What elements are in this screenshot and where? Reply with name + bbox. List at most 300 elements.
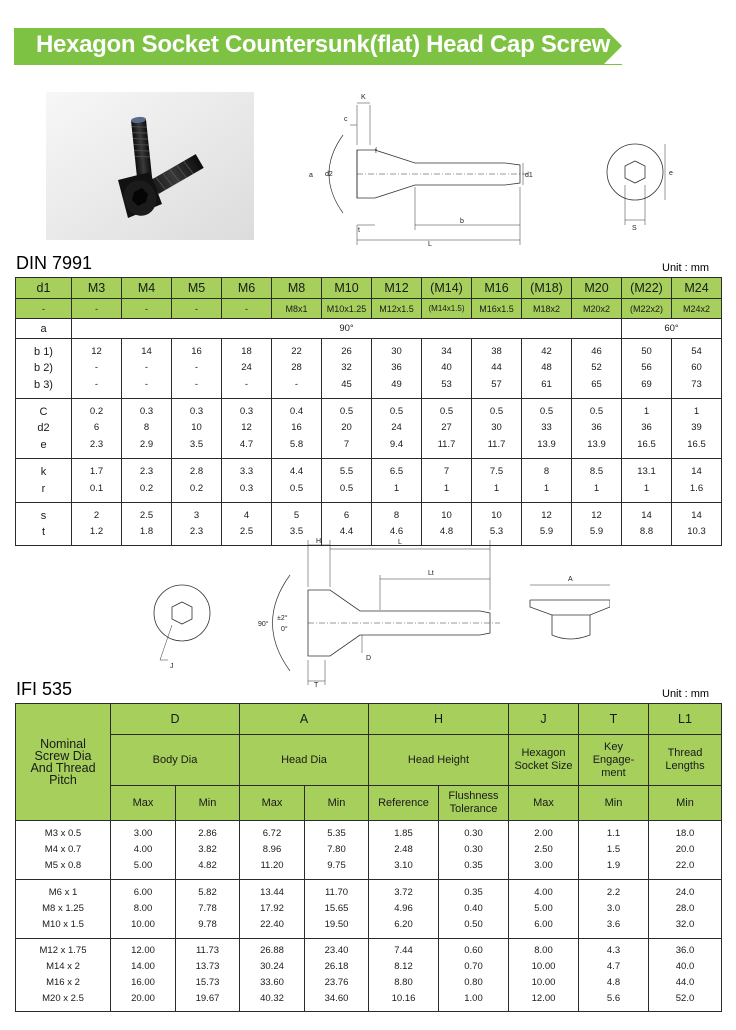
din-value-cell-value: 12 <box>541 509 552 521</box>
din-unit-label: Unit : mm <box>662 262 710 274</box>
din-value-cell-value: 1 <box>393 482 400 494</box>
ifi-value-cell-value: 23.40 <box>324 945 349 956</box>
din-value-cell <box>72 339 122 399</box>
din-value-cell-value: 48 <box>541 362 552 374</box>
svg-text:H: H <box>316 538 322 545</box>
ifi-letter-j: J <box>509 704 579 735</box>
din-angle-60: 60° <box>622 319 722 339</box>
din-value-cell-value: 11.7 <box>487 438 506 450</box>
din-row-label <box>16 459 72 503</box>
svg-text:A: A <box>568 576 573 583</box>
ifi-value-cell-value: 4.8 <box>606 977 621 988</box>
ifi-value-cell-value: 19.50 <box>324 919 349 930</box>
ifi-value-cell-value: 4.96 <box>394 903 413 914</box>
ifi-value-cell-value: 6.00 <box>534 919 553 930</box>
din-value-cell-value: 33 <box>541 422 552 434</box>
din-value-cell-value: 12 <box>591 509 602 521</box>
ifi-value-cell-value: 10.00 <box>131 919 155 930</box>
din-value-cell-value: 10 <box>441 509 452 521</box>
din-size-cell: (M14) <box>422 278 472 299</box>
din-value-cell-value: 50 <box>641 345 652 357</box>
ifi-sub-cell: Reference <box>369 786 439 821</box>
ifi-standard-label: IFI 535 <box>16 679 73 699</box>
din-value-cell <box>372 339 422 399</box>
ifi-letter-h: H <box>369 704 509 735</box>
din-size-cell: M5 <box>172 278 222 299</box>
ifi-value-cell <box>369 880 439 939</box>
svg-text:f: f <box>375 148 377 155</box>
ifi-value-cell-value: 6.72 <box>262 828 282 839</box>
svg-text:Lt: Lt <box>428 570 434 577</box>
svg-text:e: e <box>669 170 673 177</box>
ifi-value-cell-value: 44.0 <box>675 977 695 988</box>
ifi-value-cell-value: 19.67 <box>195 993 220 1004</box>
din-value-cell <box>672 503 722 546</box>
din-b-rows <box>16 339 722 399</box>
ifi-value-cell-value: 12.00 <box>131 945 155 956</box>
ifi-value-cell-value: 9.75 <box>327 860 346 871</box>
ifi-nominal-cell-value: M12 x 1.75 <box>39 945 87 956</box>
din-value-cell-value: 10 <box>191 422 202 434</box>
din-value-cell-value: 8 <box>143 422 150 434</box>
din-value-cell <box>622 399 672 459</box>
din-pitch-cell: M12x1.5 <box>372 299 422 319</box>
ifi-value-cell <box>649 939 722 1012</box>
din-value-cell-value: 13.1 <box>637 466 656 477</box>
din-value-cell-value: 0.2 <box>189 482 204 494</box>
ifi-value-cell-value: 13.44 <box>260 887 284 898</box>
din-value-cell <box>122 459 172 503</box>
ifi-value-cell-value: 40.32 <box>260 993 284 1004</box>
din-value-cell <box>272 459 322 503</box>
din-value-cell-value: 1 <box>443 482 450 494</box>
din-value-cell <box>622 459 672 503</box>
ifi-value-cell-value: 2.48 <box>394 844 413 855</box>
ifi-value-cell <box>240 880 305 939</box>
ifi-value-cell-value: 52.0 <box>675 993 695 1004</box>
din-value-cell-value: 10.3 <box>687 526 706 537</box>
ifi-value-cell <box>240 939 305 1012</box>
din-value-cell-value: 49 <box>391 378 402 390</box>
din-value-cell <box>322 339 372 399</box>
ifi-value-cell-value: 1.1 <box>606 828 621 839</box>
ifi-value-cell-value: 3.0 <box>606 903 621 914</box>
ifi-value-cell-value: 14.00 <box>131 961 155 972</box>
din-7991-table <box>15 277 722 546</box>
ifi-nominal-cell-value: M8 x 1.25 <box>42 903 84 914</box>
ifi-value-cell-value: 36.0 <box>675 945 695 956</box>
ifi-nominal-cell <box>16 880 111 939</box>
din-value-cell-value: 9.4 <box>389 438 404 450</box>
din-value-cell <box>422 459 472 503</box>
din-row-label-value: t <box>41 526 46 538</box>
din-value-cell <box>322 459 372 503</box>
ifi-value-cell-value: 4.3 <box>606 945 621 956</box>
din-size-cell: M16 <box>472 278 522 299</box>
din-value-cell-value: 52 <box>591 362 602 374</box>
ifi-value-cell-value: 2.50 <box>534 844 553 855</box>
din-pitch-label: - <box>16 299 72 319</box>
din-value-cell-value: - <box>244 378 249 390</box>
din-value-cell-value: 0.2 <box>139 482 154 494</box>
din-value-cell-value: 10 <box>491 509 502 521</box>
ifi-value-cell-value: 0.80 <box>464 977 483 988</box>
din-pitch-row <box>16 299 722 319</box>
din-value-cell-value: 8 <box>393 509 400 521</box>
din-value-cell <box>572 459 622 503</box>
ifi-unit-label: Unit : mm <box>662 688 710 700</box>
din-value-cell-value: 42 <box>541 345 552 357</box>
ifi-value-cell-value: 32.0 <box>675 919 695 930</box>
din-value-cell-value: 13.9 <box>537 438 556 450</box>
svg-text:T: T <box>314 682 319 689</box>
ifi-nominal-header: Nominal Screw Dia And Thread Pitch <box>16 704 111 821</box>
ifi-letter-d: D <box>111 704 240 735</box>
din-value-cell <box>672 459 722 503</box>
ifi-value-cell-value: 28.0 <box>675 903 695 914</box>
din-pitch-cell: M24x2 <box>672 299 722 319</box>
ifi-value-cell <box>369 821 439 880</box>
page-title: Hexagon Socket Countersunk(flat) Head Cap Screw <box>36 31 611 58</box>
ifi-value-cell-value: 34.60 <box>324 993 349 1004</box>
ifi-nominal-cell-value: M16 x 2 <box>46 977 80 988</box>
ifi-value-cell-value: 13.73 <box>195 961 220 972</box>
ifi-value-cell-value: 7.44 <box>394 945 413 956</box>
din-row-label-value: C <box>39 405 48 418</box>
din-value-cell <box>372 399 422 459</box>
svg-text:S: S <box>632 225 637 232</box>
ifi-value-cell-value: 11.20 <box>260 860 284 871</box>
ifi-value-cell-value: 11.73 <box>195 945 220 956</box>
din-value-cell-value: 36 <box>641 422 652 434</box>
din-size-cell: M12 <box>372 278 422 299</box>
ifi-value-cell-value: 3.00 <box>133 828 153 839</box>
ifi-nominal-cell-value: M10 x 1.5 <box>42 919 84 930</box>
din-value-cell-value: 54 <box>691 345 702 357</box>
din-value-cell <box>372 459 422 503</box>
svg-text:90°: 90° <box>258 621 269 628</box>
svg-text:D: D <box>366 655 372 662</box>
ifi-name-head-dia: Head Dia <box>240 735 369 786</box>
din-pitch-cell: - <box>222 299 272 319</box>
din-value-cell-value: 2.5 <box>139 509 154 521</box>
din-pitch-cell: (M22x2) <box>622 299 672 319</box>
din-size-cell: M20 <box>572 278 622 299</box>
din-value-cell <box>422 399 472 459</box>
ifi-value-cell-value: 10.00 <box>531 977 556 988</box>
ifi-value-cell <box>305 880 369 939</box>
ifi-value-cell-value: 12.00 <box>531 993 556 1004</box>
ifi-value-cell-value: 22.40 <box>260 919 284 930</box>
din-value-cell-value: 0.5 <box>589 405 604 417</box>
din-value-cell-value: 40 <box>441 362 452 374</box>
din-value-cell <box>472 339 522 399</box>
din-value-cell-value: 1.8 <box>139 526 154 537</box>
din-pitch-cell: M16x1.5 <box>472 299 522 319</box>
ifi-value-cell <box>176 939 240 1012</box>
din-size-cell: M10 <box>322 278 372 299</box>
din-value-cell <box>122 339 172 399</box>
din-value-cell-value: 28 <box>291 362 302 374</box>
ifi-sub-cell: Flushness Tolerance <box>439 786 509 821</box>
din-value-cell-value: 14 <box>141 345 152 357</box>
din-value-cell-value: 7.5 <box>489 466 504 477</box>
din-value-cell-value: 1 <box>543 482 550 494</box>
din-value-cell-value: 2.3 <box>139 466 154 477</box>
din-value-cell-value: 14 <box>691 509 702 521</box>
din-value-cell-value: 56 <box>641 362 652 374</box>
ifi-sub-cell: Min <box>579 786 649 821</box>
ifi-value-cell-value: 0.30 <box>464 828 483 839</box>
din-value-cell-value: 3.5 <box>289 526 304 537</box>
ifi-letter-l1: L1 <box>649 704 722 735</box>
ifi-value-cell-value: 8.00 <box>133 903 153 914</box>
din-value-cell <box>172 459 222 503</box>
din-value-cell-value: 13.9 <box>587 438 606 450</box>
ifi-value-cell-value: 1.9 <box>606 860 621 871</box>
din-value-cell-value: 3.3 <box>239 466 254 477</box>
ifi-value-cell-value: 0.70 <box>464 961 483 972</box>
din-value-cell-value: 0.5 <box>439 405 454 417</box>
din-value-cell-value: 16.5 <box>637 438 656 450</box>
ifi-value-cell <box>369 939 439 1012</box>
svg-text:b: b <box>460 218 464 225</box>
title-banner <box>14 28 622 64</box>
din-value-cell-value: 2.9 <box>139 438 154 450</box>
svg-text:t: t <box>358 227 360 234</box>
ifi-value-cell <box>176 880 240 939</box>
din-value-cell-value: 39 <box>691 422 702 434</box>
din-value-cell <box>122 399 172 459</box>
ifi-value-cell-value: 5.00 <box>133 860 153 871</box>
din-value-cell-value: 0.4 <box>289 405 304 417</box>
ifi-nominal-cell-value: M5 x 0.8 <box>44 860 82 871</box>
din-size-cell: (M22) <box>622 278 672 299</box>
din-value-cell-value: 5.8 <box>289 438 304 450</box>
ifi-value-cell-value: 26.88 <box>260 945 284 956</box>
din-row-label-value: b 2) <box>34 362 53 375</box>
ifi-value-cell-value: 0.35 <box>464 860 483 871</box>
din-value-cell <box>422 339 472 399</box>
din-value-cell-value: 16 <box>191 345 202 357</box>
din-value-cell-value: 0.5 <box>389 405 404 417</box>
ifi-value-cell-value: 0.50 <box>464 919 483 930</box>
din-value-cell <box>272 399 322 459</box>
din-size-cell: M6 <box>222 278 272 299</box>
ifi-group-small <box>16 821 722 880</box>
din-value-cell-value: 0.3 <box>139 405 154 417</box>
din-pitch-cell: (M14x1.5) <box>422 299 472 319</box>
ifi-value-cell <box>649 821 722 880</box>
ifi-value-cell-value: 4.7 <box>606 961 621 972</box>
svg-text:0°: 0° <box>281 626 288 633</box>
ifi-value-cell <box>305 939 369 1012</box>
ifi-value-cell-value: 26.18 <box>324 961 349 972</box>
ifi-value-cell <box>111 939 176 1012</box>
din-value-cell-value: - <box>144 362 149 374</box>
ifi-value-cell-value: 6.20 <box>394 919 413 930</box>
ifi-sub-cell: Min <box>649 786 722 821</box>
din-value-cell-value: 16.5 <box>687 438 706 450</box>
din-technical-drawing <box>295 85 695 250</box>
ifi-value-cell-value: 8.00 <box>534 945 553 956</box>
din-value-cell-value: 14 <box>691 466 702 477</box>
ifi-sub-cell: Min <box>176 786 240 821</box>
ifi-value-cell-value: 8.96 <box>262 844 282 855</box>
din-value-cell-value: 7 <box>343 438 350 450</box>
ifi-value-cell <box>240 821 305 880</box>
din-value-cell-value: 6 <box>343 509 350 521</box>
din-value-cell-value: 27 <box>441 422 452 434</box>
din-value-cell-value: 57 <box>491 378 502 390</box>
ifi-sub-row <box>16 786 722 821</box>
ifi-value-cell <box>509 821 579 880</box>
din-value-cell <box>222 339 272 399</box>
din-angle-90: 90° <box>72 319 622 339</box>
din-value-cell-value: 69 <box>641 378 652 390</box>
ifi-value-cell <box>439 880 509 939</box>
svg-text:K: K <box>361 94 366 101</box>
din-row-label <box>16 339 72 399</box>
din-value-cell-value: 5 <box>293 509 300 521</box>
ifi-value-cell <box>439 821 509 880</box>
din-size-cell: M24 <box>672 278 722 299</box>
din-value-cell-value: 26 <box>341 345 352 357</box>
din-value-cell-value: 4 <box>243 509 250 521</box>
ifi-value-cell-value: 3.82 <box>198 844 217 855</box>
din-value-cell-value: 5.9 <box>589 526 604 537</box>
din-value-cell-value: 44 <box>491 362 502 374</box>
din-value-cell <box>672 339 722 399</box>
ifi-value-cell-value: 0.35 <box>464 887 483 898</box>
ifi-value-cell <box>111 821 176 880</box>
din-value-cell-value: 8.5 <box>589 466 604 477</box>
din-value-cell-value: 3 <box>193 509 200 521</box>
din-value-cell-value: 0.1 <box>89 482 104 494</box>
din-value-cell-value: 0.5 <box>339 405 354 417</box>
svg-text:c: c <box>344 116 348 123</box>
ifi-value-cell-value: 18.0 <box>675 828 695 839</box>
din-value-cell-value: 24 <box>391 422 402 434</box>
ifi-group-medium <box>16 880 722 939</box>
ifi-group-large <box>16 939 722 1012</box>
ifi-value-cell-value: 5.00 <box>534 903 553 914</box>
svg-text:J: J <box>170 663 174 670</box>
ifi-value-cell <box>579 821 649 880</box>
din-value-cell <box>172 339 222 399</box>
ifi-value-cell <box>509 939 579 1012</box>
ifi-name-head-height: Head Height <box>369 735 509 786</box>
ifi-nominal-cell-value: M6 x 1 <box>48 887 78 898</box>
din-value-cell <box>522 399 572 459</box>
din-value-cell-value: 4.6 <box>389 526 404 537</box>
svg-text:d1: d1 <box>525 172 533 179</box>
ifi-value-cell-value: 5.6 <box>606 993 621 1004</box>
din-row-label-value: s <box>40 509 47 522</box>
din-value-cell-value: 1 <box>493 482 500 494</box>
ifi-value-cell-value: 16.00 <box>131 977 155 988</box>
din-pitch-cell: - <box>72 299 122 319</box>
ifi-value-cell-value: 20.00 <box>131 993 155 1004</box>
din-value-cell-value: 1.7 <box>89 466 104 477</box>
din-value-cell-value: 5.9 <box>539 526 554 537</box>
din-value-cell-value: 7 <box>443 466 450 477</box>
ifi-value-cell-value: 1.00 <box>464 993 483 1004</box>
din-value-cell-value: 2.8 <box>189 466 204 477</box>
din-value-cell-value: 53 <box>441 378 452 390</box>
din-value-cell-value: 30 <box>391 345 402 357</box>
din-row-label-value: b 1) <box>34 345 53 358</box>
din-angle-row <box>16 319 722 339</box>
ifi-nominal-cell <box>16 939 111 1012</box>
ifi-sub-cell: Max <box>240 786 305 821</box>
ifi-value-cell-value: 33.60 <box>260 977 284 988</box>
ifi-value-cell-value: 1.5 <box>606 844 621 855</box>
din-value-cell-value: 0.3 <box>239 482 254 494</box>
din-row-label <box>16 399 72 459</box>
ifi-value-cell <box>509 880 579 939</box>
din-value-cell-value: 30 <box>491 422 502 434</box>
din-value-cell-value: 22 <box>291 345 302 357</box>
ifi-value-cell-value: 15.65 <box>324 903 349 914</box>
ifi-value-cell-value: 4.00 <box>133 844 153 855</box>
din-header-label: d1 <box>16 278 72 299</box>
din-value-cell <box>522 339 572 399</box>
din-row-label <box>16 503 72 546</box>
din-value-cell <box>522 459 572 503</box>
din-value-cell-value: 12 <box>91 345 102 357</box>
ifi-value-cell-value: 9.78 <box>198 919 217 930</box>
din-angle-label: a <box>16 319 72 339</box>
svg-text:L: L <box>398 539 402 546</box>
ifi-value-cell-value: 0.40 <box>464 903 483 914</box>
din-standard-label: DIN 7991 <box>16 253 93 273</box>
din-value-cell-value: 4.4 <box>339 526 354 537</box>
ifi-name-row <box>16 735 722 786</box>
din-value-cell-value: 60 <box>691 362 702 374</box>
din-value-cell-value: 1 <box>593 482 600 494</box>
din-value-cell-value: 0.5 <box>539 405 554 417</box>
din-value-cell-value: 36 <box>391 362 402 374</box>
ifi-value-cell-value: 2.00 <box>534 828 553 839</box>
ifi-value-cell-value: 10.00 <box>531 961 556 972</box>
din-value-cell-value: 12 <box>241 422 252 434</box>
ifi-nominal-cell-value: M14 x 2 <box>46 961 80 972</box>
ifi-value-cell-value: 7.80 <box>327 844 346 855</box>
din-value-cell-value: - <box>94 362 99 374</box>
ifi-value-cell-value: 3.00 <box>534 860 553 871</box>
ifi-value-cell-value: 1.85 <box>394 828 413 839</box>
ifi-value-cell-value: 22.0 <box>675 860 695 871</box>
banner-rule <box>14 64 622 65</box>
din-value-cell-value: 20 <box>341 422 352 434</box>
din-value-cell-value: 5.3 <box>489 526 504 537</box>
ifi-535-table <box>15 703 722 1012</box>
din-value-cell-value: 2.5 <box>239 526 254 537</box>
din-value-cell-value: 4.7 <box>239 438 254 450</box>
ifi-value-cell-value: 5.82 <box>198 887 217 898</box>
din-value-cell <box>322 399 372 459</box>
din-value-cell <box>72 399 122 459</box>
din-value-cell-value: 0.5 <box>489 405 504 417</box>
din-pitch-cell: M10x1.25 <box>322 299 372 319</box>
ifi-value-cell-value: 8.12 <box>394 961 413 972</box>
din-size-cell: M8 <box>272 278 322 299</box>
ifi-value-cell-value: 8.80 <box>394 977 413 988</box>
svg-text:a: a <box>309 172 313 179</box>
din-value-cell-value: 18 <box>241 345 252 357</box>
ifi-value-cell-value: 15.73 <box>195 977 220 988</box>
